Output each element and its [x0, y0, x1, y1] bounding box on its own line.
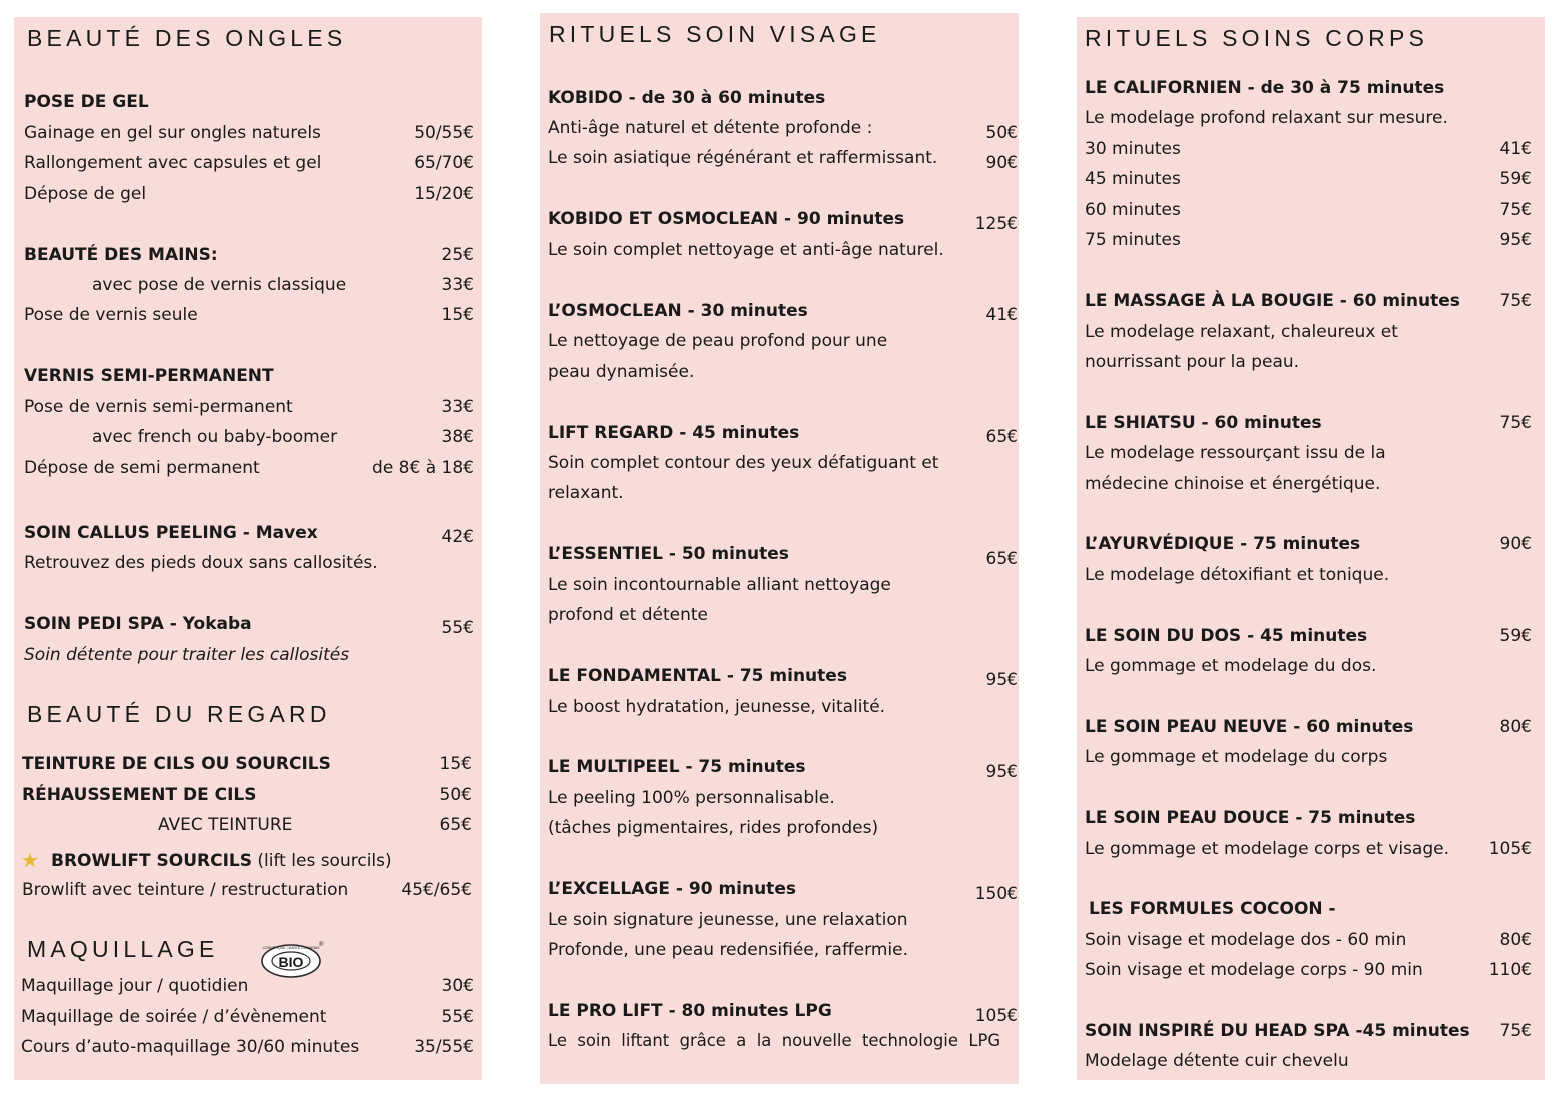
- face-kobido-title: KOBIDO - de 30 à 60 minutes: [548, 88, 826, 108]
- lash-tint-price: 65€: [439, 815, 472, 835]
- face-item-title: LIFT REGARD - 45 minutes: [548, 423, 800, 443]
- body-item-line: nourrissant pour la peau.: [1085, 352, 1300, 372]
- gel-item-label: Rallongement avec capsules et gel: [24, 153, 322, 173]
- face-item-line: Le peeling 100% personnalisable.: [548, 788, 835, 808]
- gel-item-price: 50/55€: [414, 123, 474, 143]
- cocoon-option-label: Soin visage et modelage corps - 90 min: [1085, 960, 1423, 980]
- body-item-price: 75€: [1499, 413, 1532, 433]
- semi-item-label: avec french ou baby-boomer: [92, 427, 338, 447]
- makeup-item-label: Cours d’auto-maquillage 30/60 minutes: [21, 1037, 360, 1057]
- peau-douce-desc: Le gommage et modelage corps et visage.: [1085, 839, 1449, 859]
- body-item-price: 90€: [1499, 534, 1532, 554]
- face-item-line: Soin complet contour des yeux défatiguant et: [548, 453, 939, 473]
- cocoon-title: LES FORMULES COCOON -: [1089, 899, 1336, 919]
- face-item-line: Le nettoyage de peau profond pour une: [548, 331, 888, 351]
- section-title-nails: BEAUTÉ DES ONGLES: [27, 25, 347, 51]
- star-icon: ★: [21, 848, 39, 872]
- browlift-sub-price: 45€/65€: [401, 880, 472, 900]
- face-kobido-price: 90€: [985, 153, 1018, 173]
- gel-item-price: 15/20€: [414, 184, 474, 204]
- hands-item-price: 33€: [441, 275, 474, 295]
- face-item-price: 150€: [974, 884, 1018, 904]
- lash-label: RÉHAUSSEMENT DE CILS: [22, 785, 257, 805]
- body-item-price: 75€: [1499, 291, 1532, 311]
- face-item-line: (tâches pigmentaires, rides profondes): [548, 818, 879, 838]
- browlift-sub-label: Browlift avec teinture / restructuration: [22, 880, 349, 900]
- face-item-price: 95€: [985, 670, 1018, 690]
- face-item-title: KOBIDO ET OSMOCLEAN - 90 minutes: [548, 209, 905, 229]
- peau-douce-title: LE SOIN PEAU DOUCE - 75 minutes: [1085, 808, 1416, 828]
- face-item-line: Le boost hydratation, jeunesse, vitalité.: [548, 697, 886, 717]
- body-item-line: médecine chinoise et énergétique.: [1085, 474, 1381, 494]
- face-item-title: LE PRO LIFT - 80 minutes LPG: [548, 1001, 832, 1021]
- body-option-price: 41€: [1499, 139, 1532, 159]
- body-item-line: Le gommage et modelage du dos.: [1085, 656, 1377, 676]
- face-item-line: Le soin liftant grâce a la nouvelle technologie LPG: [548, 1031, 1001, 1050]
- face-item-price: 125€: [974, 214, 1018, 234]
- cocoon-option-price: 80€: [1499, 930, 1532, 950]
- face-item-price: 41€: [985, 305, 1018, 325]
- makeup-item-price: 55€: [441, 1007, 474, 1027]
- face-kobido-price: 50€: [985, 123, 1018, 143]
- face-item-title: LE MULTIPEEL - 75 minutes: [548, 757, 806, 777]
- body-option-price: 75€: [1499, 200, 1532, 220]
- semi-item-price: 33€: [441, 397, 474, 417]
- cocoon-option-price: 110€: [1488, 960, 1532, 980]
- gel-item-label: Gainage en gel sur ongles naturels: [24, 123, 321, 143]
- body-californien-desc: Le modelage profond relaxant sur mesure.: [1085, 108, 1448, 128]
- body-item-line: Le modelage ressourçant issu de la: [1085, 443, 1386, 463]
- face-kobido-line: Anti-âge naturel et détente profonde :: [548, 118, 873, 138]
- body-option-label: 60 minutes: [1085, 200, 1181, 220]
- makeup-item-price: 35/55€: [414, 1037, 474, 1057]
- section-title-makeup: MAQUILLAGE: [27, 936, 219, 962]
- tint-label: TEINTURE DE CILS OU SOURCILS: [22, 754, 331, 774]
- body-option-label: 45 minutes: [1085, 169, 1181, 189]
- semi-item-price: 38€: [441, 427, 474, 447]
- callus-heading: SOIN CALLUS PEELING - Mavex: [24, 523, 318, 543]
- face-item-line: profond et détente: [548, 605, 708, 625]
- face-item-title: L’OSMOCLEAN - 30 minutes: [548, 301, 808, 321]
- face-item-price: 95€: [985, 762, 1018, 782]
- face-item-line: relaxant.: [548, 483, 624, 503]
- face-item-title: LE FONDAMENTAL - 75 minutes: [548, 666, 847, 686]
- hands-item-label: Pose de vernis seule: [24, 305, 198, 325]
- body-item-line: Le modelage relaxant, chaleureux et: [1085, 322, 1398, 342]
- makeup-item-label: Maquillage de soirée / d’évènement: [21, 1007, 327, 1027]
- face-item-title: L’EXCELLAGE - 90 minutes: [548, 879, 796, 899]
- section-title-face: RITUELS SOIN VISAGE: [549, 21, 881, 47]
- peau-douce-price: 105€: [1488, 839, 1532, 859]
- face-item-title: L’ESSENTIEL - 50 minutes: [548, 544, 789, 564]
- body-item-line: Le modelage détoxifiant et tonique.: [1085, 565, 1390, 585]
- callus-desc: Retrouvez des pieds doux sans callosités.: [24, 553, 378, 573]
- hands-item-label: avec pose de vernis classique: [92, 275, 347, 295]
- makeup-item-label: Maquillage jour / quotidien: [21, 976, 249, 996]
- face-item-price: 65€: [985, 549, 1018, 569]
- body-option-price: 95€: [1499, 230, 1532, 250]
- pedi-heading: SOIN PEDI SPA - Yokaba: [24, 614, 252, 634]
- gel-item-label: Dépose de gel: [24, 184, 147, 204]
- body-item-line: Le gommage et modelage du corps: [1085, 747, 1388, 767]
- tint-price: 15€: [439, 754, 472, 774]
- face-item-line: Le soin signature jeunesse, une relaxation: [548, 910, 908, 930]
- face-item-price: 65€: [985, 427, 1018, 447]
- callus-price: 42€: [441, 527, 474, 547]
- semi-item-price: de 8€ à 18€: [372, 458, 474, 478]
- head-spa-price: 75€: [1499, 1021, 1532, 1041]
- face-item-line: Le soin incontournable alliant nettoyage: [548, 575, 891, 595]
- body-item-title: LE MASSAGE À LA BOUGIE - 60 minutes: [1085, 291, 1460, 311]
- body-option-price: 59€: [1499, 169, 1532, 189]
- head-spa-title: SOIN INSPIRÉ DU HEAD SPA -45 minutes: [1085, 1021, 1470, 1041]
- browlift-row: [51, 851, 392, 871]
- face-item-line: Le soin complet nettoyage et anti-âge naturel.: [548, 240, 944, 260]
- semi-item-label: Dépose de semi permanent: [24, 458, 260, 478]
- hands-price: 25€: [441, 245, 474, 265]
- face-item-line: Profonde, une peau redensifiée, raffermie.: [548, 940, 908, 960]
- body-item-title: L’AYURVÉDIQUE - 75 minutes: [1085, 534, 1361, 554]
- section-title-eyes: BEAUTÉ DU REGARD: [27, 701, 331, 727]
- hands-item-price: 15€: [441, 305, 474, 325]
- body-californien-title: LE CALIFORNIEN - de 30 à 75 minutes: [1085, 78, 1445, 98]
- face-item-line: peau dynamisée.: [548, 362, 695, 382]
- nails-panel: [14, 17, 482, 1080]
- badge-ring-text: COSMETIQUE CHARTE COSMEBIO: [262, 946, 320, 950]
- cocoon-option-label: Soin visage et modelage dos - 60 min: [1085, 930, 1407, 950]
- semi-item-label: Pose de vernis semi-permanent: [24, 397, 293, 417]
- body-item-price: 80€: [1499, 717, 1532, 737]
- body-item-price: 59€: [1499, 626, 1532, 646]
- body-item-title: LE SHIATSU - 60 minutes: [1085, 413, 1322, 433]
- head-spa-desc: Modelage détente cuir chevelu: [1085, 1051, 1349, 1071]
- semi-heading: VERNIS SEMI-PERMANENT: [24, 366, 274, 386]
- face-item-price: 105€: [974, 1006, 1018, 1026]
- face-kobido-line: Le soin asiatique régénérant et raffermissant.: [548, 148, 938, 168]
- browlift-note: (lift les sourcils): [257, 851, 392, 871]
- lash-tint-label: AVEC TEINTURE: [158, 815, 293, 835]
- badge-text: BIO: [278, 954, 304, 970]
- cosmebio-badge-icon: [260, 941, 322, 979]
- svg-text:®: ®: [319, 942, 324, 948]
- lash-price: 50€: [439, 785, 472, 805]
- pedi-desc: Soin détente pour traiter les callosités: [24, 645, 350, 665]
- makeup-item-price: 30€: [441, 976, 474, 996]
- body-option-label: 75 minutes: [1085, 230, 1181, 250]
- gel-heading: POSE DE GEL: [24, 92, 149, 112]
- browlift-label: BROWLIFT SOURCILS: [51, 851, 253, 871]
- body-item-title: LE SOIN DU DOS - 45 minutes: [1085, 626, 1368, 646]
- section-title-body: RITUELS SOINS CORPS: [1085, 25, 1429, 51]
- pedi-price: 55€: [441, 618, 474, 638]
- body-item-title: LE SOIN PEAU NEUVE - 60 minutes: [1085, 717, 1414, 737]
- body-option-label: 30 minutes: [1085, 139, 1181, 159]
- hands-heading: BEAUTÉ DES MAINS:: [24, 245, 218, 265]
- gel-item-price: 65/70€: [414, 153, 474, 173]
